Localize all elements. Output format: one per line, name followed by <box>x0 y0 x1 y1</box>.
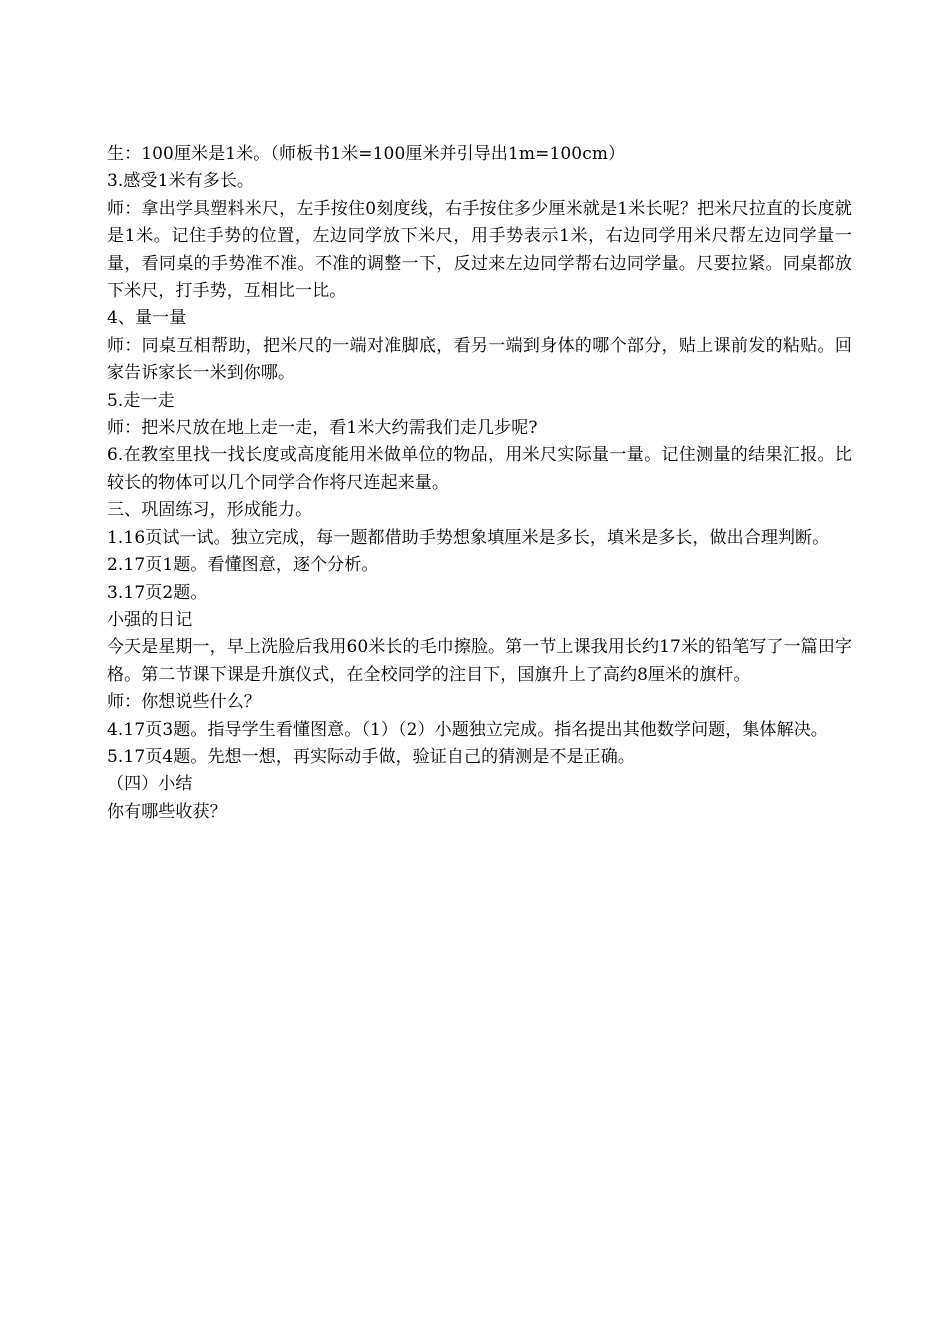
paragraph-13: 小强的日记 <box>107 609 193 630</box>
paragraph-9: 三、巩固练习，形成能力。 <box>107 500 313 521</box>
paragraph-17: 5.17页4题。先想一想，再实际动手做，验证自己的猜测是不是正确。 <box>107 746 635 767</box>
paragraph-1: 生：100厘米是1米。（师板书1米=100厘米并引导出1m=100cm） <box>107 144 626 164</box>
paragraph-18: （四）小结 <box>107 774 193 795</box>
paragraph-6: 5.走一走 <box>107 390 175 411</box>
paragraph-16: 4.17页3题。指导学生看懂图意。（1）（2）小题独立完成。指名提出其他数学问题，集体解决。 <box>107 719 828 740</box>
paragraph-8: 6.在教室里找一找长度或高度能用米做单位的物品，用米尺实际量一量。记住测量的结果汇报。比较长的物体可以几个同学合作将尺连起来量。 <box>107 445 852 493</box>
paragraph-4: 4、量一量 <box>107 308 187 329</box>
paragraph-7: 师：把米尺放在地上走一走，看1米大约需我们走几步呢? <box>107 418 538 439</box>
paragraph-12: 3.17页2题。 <box>107 582 208 603</box>
paragraph-15: 师：你想说些什么？ <box>107 692 261 713</box>
paragraph-10: 1.16页试一试。独立完成，每一题都借助手势想象填厘米是多长，填米是多长，做出合理判断。 <box>107 527 830 548</box>
paragraph-19: 你有哪些收获？ <box>107 801 227 822</box>
paragraph-14: 今天是星期一，早上洗脸后我用60米长的毛巾擦脸。第一节上课我用长约17米的铅笔写了一篇田字格。第二节课下课是升旗仪式，在全校同学的注目下，国旗升上了高约8厘米的旗杆。 <box>107 637 852 685</box>
paragraph-5: 师：同桌互相帮助，把米尺的一端对准脚底，看另一端到身体的哪个部分，贴上课前发的粘贴。回家告诉家长一米到你哪。 <box>107 335 852 384</box>
paragraph-2: 3.感受1米有多长。 <box>107 171 255 192</box>
paragraph-3: 师：拿出学具塑料米尺，左手按住0刻度线，右手按住多少厘米就是1米长呢？把米尺拉直的长度就是1米。记住手势的位置，左边同学放下米尺，用手势表示1米，右边同学用米尺帮左边同学量一量，看同桌的手势准不准。不准的调整一下，反过来左边同学帮右边同学量。尺要拉紧。同桌都放下米尺，打手势，互相比一比。 <box>107 198 852 302</box>
document-body <box>107 141 852 826</box>
paragraph-11: 2.17页1题。看懂图意，逐个分析。 <box>107 555 379 576</box>
